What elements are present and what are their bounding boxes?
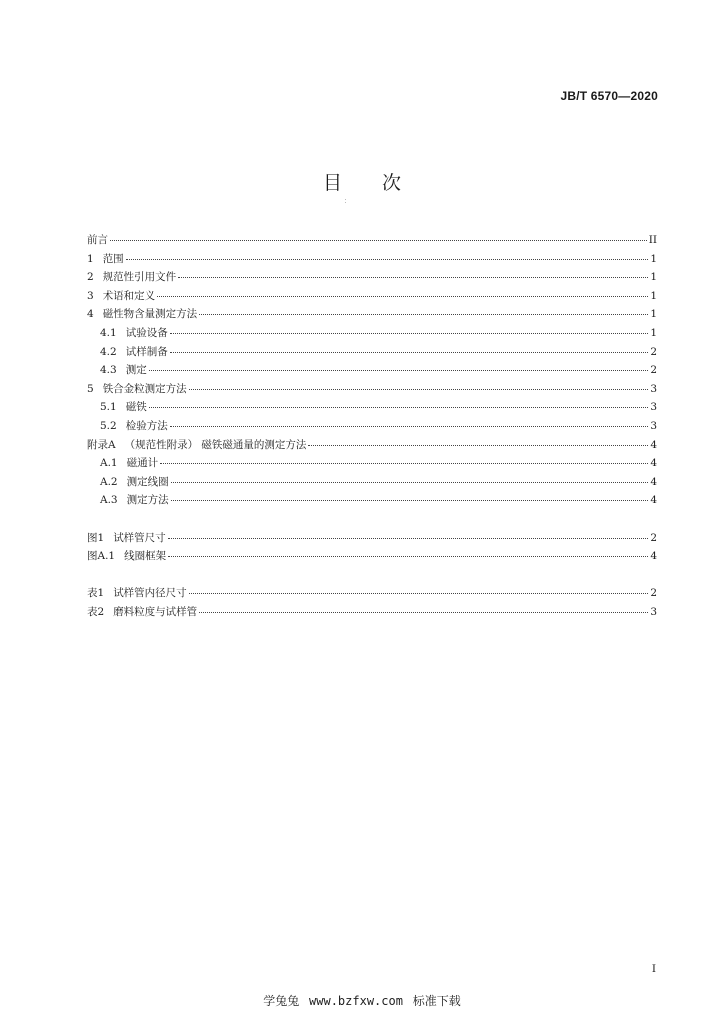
dot-leader — [199, 600, 648, 613]
dot-leader — [308, 433, 648, 446]
dot-leader — [168, 544, 648, 557]
table-entry-page: 2 — [650, 587, 657, 600]
table-entry-page: 3 — [650, 605, 657, 618]
dot-leader — [149, 358, 649, 371]
figure-entry-number: 图A.1 — [87, 550, 116, 563]
toc-entry-number: 5.1 — [100, 401, 117, 414]
toc-entry-label: 铁合金粒测定方法 — [102, 382, 187, 395]
table-entry-label: 磨料粒度与试样管 — [113, 605, 198, 618]
toc-entry-number: A.1 — [100, 457, 118, 470]
dot-leader — [178, 265, 648, 278]
toc-entry-number: 5 — [87, 382, 94, 395]
toc-entry-number: 4 — [87, 308, 94, 321]
figure-entry-label: 试样管尺寸 — [113, 531, 166, 544]
title-mark: ： — [344, 198, 351, 205]
toc-entry-page: 1 — [650, 271, 657, 284]
toc-entry-label: 前言 — [87, 234, 108, 246]
page-number: I — [651, 963, 656, 975]
toc-entry-number: 5.2 — [100, 419, 117, 432]
dot-leader — [171, 488, 649, 501]
dot-leader — [170, 340, 649, 353]
dot-leader — [189, 377, 649, 390]
toc-entry-label: （规范性附录） 磁铁磁通量的测定方法 — [124, 438, 307, 451]
table-entry-number: 表2 — [87, 605, 105, 618]
toc-entry-page: 3 — [650, 419, 657, 432]
table-entry-label: 试样管内径尺寸 — [113, 587, 187, 600]
document-code: JB/T 6570—2020 — [560, 89, 658, 103]
toc-entry-page: 4 — [650, 494, 657, 507]
footer-site-name: 学兔兔 — [263, 994, 300, 1008]
toc-entry-page: 1 — [650, 289, 657, 302]
toc-entry-label: 测定线圈 — [126, 475, 169, 488]
footer-tagline: 标准下载 — [412, 994, 461, 1008]
toc-entry-label: 测定方法 — [126, 494, 169, 507]
dot-leader — [170, 321, 649, 334]
toc-entry-number: 附录A — [87, 438, 116, 451]
footer-watermark — [0, 992, 724, 1009]
footer-url[interactable]: www.bzfxw.com — [309, 994, 403, 1008]
toc-entry-label: 检验方法 — [125, 419, 168, 432]
figure-entry-page: 4 — [650, 550, 657, 563]
toc-entry-label: 试验设备 — [125, 326, 168, 339]
toc-entry-label: 磁性物含量测定方法 — [102, 308, 198, 321]
toc-entry-label: 规范性引用文件 — [102, 271, 177, 284]
toc-entry-number: 2 — [87, 271, 94, 284]
toc-entry-page: 4 — [650, 438, 657, 451]
dot-leader — [160, 451, 648, 464]
figure-entry-label: 线圈框架 — [124, 550, 167, 563]
dot-leader — [199, 302, 648, 315]
toc-entry-number: 4.1 — [100, 326, 117, 339]
table-entry-number: 表1 — [87, 587, 105, 600]
toc-entry-label: 术语和定义 — [102, 289, 156, 302]
toc-entry-page: 1 — [650, 308, 657, 321]
toc-entry-page: 4 — [650, 457, 657, 470]
table-of-contents — [87, 230, 657, 620]
toc-entry-number: 1 — [87, 252, 94, 265]
page-title: 目次 — [322, 172, 441, 194]
toc-entry-label: 范围 — [102, 252, 124, 265]
dot-leader — [168, 526, 649, 539]
toc-entry-page: 1 — [650, 326, 657, 339]
toc-entry-number: 3 — [87, 289, 94, 302]
toc-entry-page: 2 — [650, 364, 657, 377]
dot-leader — [189, 581, 649, 594]
toc-entry-number: 4.2 — [100, 345, 117, 358]
toc-entry-page: 4 — [650, 475, 657, 488]
toc-entry-page: II — [648, 234, 657, 246]
toc-entry-number: A.2 — [100, 475, 118, 488]
dot-leader — [157, 284, 648, 297]
dot-leader — [171, 470, 649, 483]
dot-leader — [170, 414, 649, 427]
toc-entry-page: 1 — [650, 252, 657, 265]
toc-entry-number: 4.3 — [100, 364, 117, 377]
toc-entry-page: 2 — [650, 345, 657, 358]
toc-entry-label: 试样制备 — [125, 345, 168, 358]
dot-leader — [149, 395, 649, 408]
table-entry-2[interactable] — [87, 602, 657, 621]
figure-entry-page: 2 — [650, 531, 657, 544]
toc-entry-label: 磁通计 — [126, 457, 159, 470]
toc-entry-page: 3 — [650, 382, 657, 395]
figure-entry-a-1[interactable] — [87, 546, 657, 565]
toc-entry-label: 测定 — [125, 364, 147, 377]
toc-entry-number: A.3 — [100, 494, 118, 507]
figure-entry-number: 图1 — [87, 531, 105, 544]
dot-leader — [126, 247, 649, 260]
toc-entry-label: 磁铁 — [125, 401, 147, 414]
dot-leader — [110, 228, 647, 241]
toc-entry-a-3[interactable] — [87, 490, 657, 509]
toc-entry-page: 3 — [650, 401, 657, 414]
